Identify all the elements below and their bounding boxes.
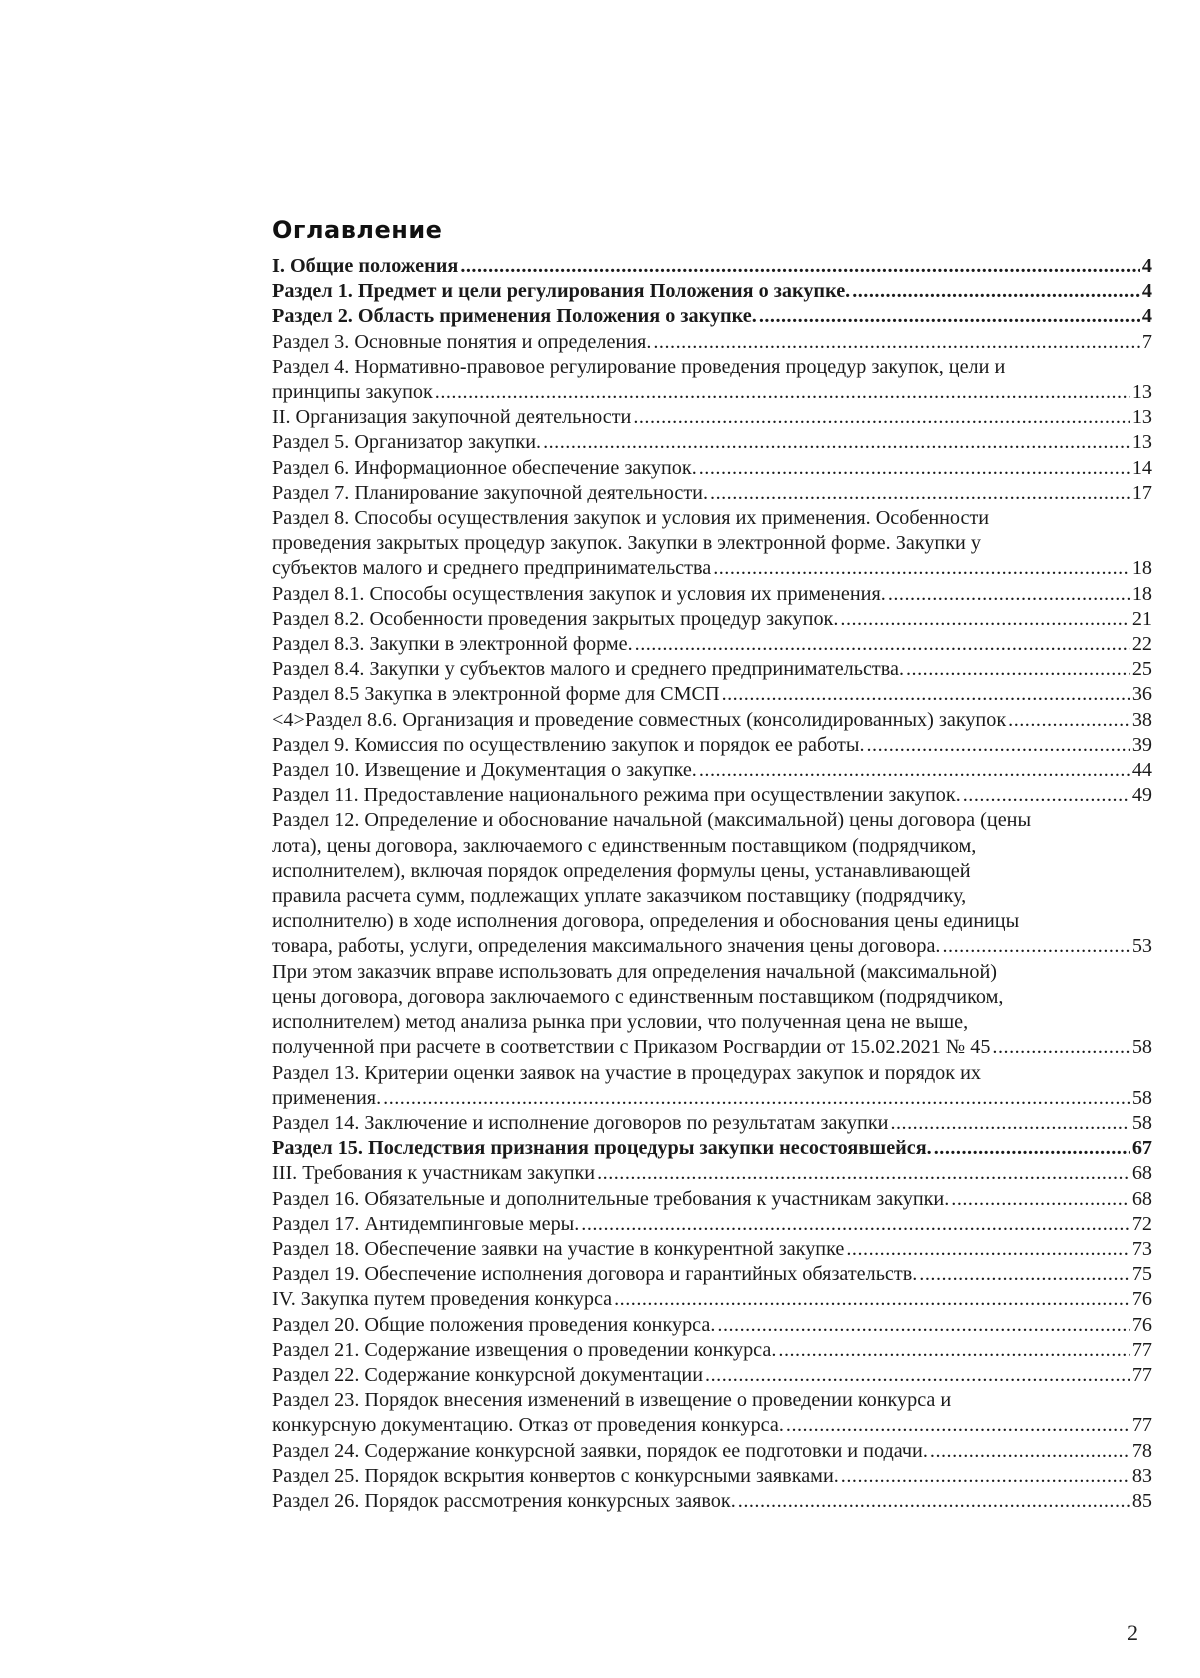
toc-entry-page-number: 58: [1131, 1111, 1152, 1134]
dot-leader: [738, 1489, 1130, 1514]
toc-entry-title: Раздел 15. Последствия признания процедуры закупки несостоявшейся.: [272, 1137, 932, 1160]
toc-entry-page-number: 18: [1131, 582, 1152, 605]
toc-entry[interactable]: [272, 1313, 1152, 1338]
toc-entry[interactable]: [272, 607, 1152, 632]
toc-entry[interactable]: [272, 355, 1152, 405]
toc-entry[interactable]: [272, 1111, 1152, 1136]
toc-entry-title: Раздел 24. Содержание конкурсной заявки, порядок ее подготовки и подачи.: [272, 1439, 928, 1462]
toc-entry[interactable]: [272, 1363, 1152, 1388]
toc-entry-text-line: исполнителем), включая порядок определения формулы цены, устанавливающей: [272, 859, 971, 882]
dot-leader: [992, 1035, 1129, 1060]
toc-entry[interactable]: [272, 1161, 1152, 1186]
toc-entry-page-number: 13: [1131, 406, 1152, 429]
toc-entry-title: Раздел 5. Организатор закупки.: [272, 431, 542, 454]
toc-entry-page-number: 53: [1131, 935, 1152, 958]
toc-entry-title: <4>Раздел 8.6. Организация и проведение совместных (консолидированных) закупок: [272, 708, 1007, 731]
toc-entry-page-number: 75: [1131, 1263, 1152, 1286]
toc-entry-title: конкурсную документацию. Отказ от проведения конкурса.: [272, 1414, 784, 1437]
toc-entry-page-number: 49: [1131, 784, 1152, 807]
dot-leader: [906, 657, 1130, 682]
toc-entry-text-line: Раздел 12. Определение и обоснование начальной (максимальной) цены договора (цены: [272, 809, 1032, 832]
toc-entry-page-number: 77: [1131, 1338, 1152, 1361]
toc-entry-title: Раздел 8.3. Закупки в электронной форме.: [272, 633, 633, 656]
toc-entry-page-number: 58: [1131, 1036, 1152, 1059]
dot-leader: [930, 1439, 1130, 1464]
toc-entry-page-number: 72: [1131, 1212, 1152, 1235]
dot-leader: [699, 456, 1130, 481]
toc-entry-page-number: 76: [1131, 1288, 1152, 1311]
dot-leader: [653, 330, 1140, 355]
dot-leader: [919, 1262, 1130, 1287]
toc-entry-text-line: лота), цены договора, заключаемого с единственным поставщиком (подрядчиком,: [272, 834, 977, 857]
toc-entry-text-line: Раздел 8. Способы осуществления закупок и условия их применения. Особенности: [272, 507, 990, 530]
dot-leader: [713, 556, 1130, 581]
dot-leader: [543, 430, 1130, 455]
toc-entry-title: принципы закупок: [272, 381, 433, 404]
toc-entry-page-number: 13: [1131, 431, 1152, 454]
toc-entry-page-number: 17: [1131, 481, 1152, 504]
toc-entry-page-number: 78: [1131, 1439, 1152, 1462]
toc-entry-page-number: 44: [1131, 759, 1152, 782]
toc-entry-title: Раздел 17. Антидемпинговые меры.: [272, 1212, 580, 1235]
toc-entry[interactable]: [272, 430, 1152, 455]
toc-entry-title: Раздел 10. Извещение и Документация о закупке.: [272, 759, 697, 782]
toc-entry-title: субъектов малого и среднего предпринимательства: [272, 557, 712, 580]
toc-entry[interactable]: [272, 1338, 1152, 1363]
dot-leader: [841, 1464, 1130, 1489]
dot-leader: [460, 254, 1140, 279]
toc-entry-title: Раздел 9. Комиссия по осуществлению закупок и порядок ее работы.: [272, 733, 865, 756]
toc-entry-page-number: 21: [1131, 607, 1152, 630]
toc-title: Оглавление: [272, 216, 443, 244]
toc-entry[interactable]: [272, 1237, 1152, 1262]
toc-entry-title: Раздел 3. Основные понятия и определения.: [272, 330, 652, 353]
toc-entry[interactable]: [272, 708, 1152, 733]
dot-leader: [951, 1187, 1130, 1212]
toc-entry[interactable]: [272, 279, 1152, 304]
toc-entry[interactable]: [272, 1388, 1152, 1438]
toc-entry-title: Раздел 22. Содержание конкурсной документации: [272, 1363, 704, 1386]
toc-entry-page-number: 25: [1131, 658, 1152, 681]
toc-entry[interactable]: [272, 330, 1152, 355]
toc-entry-page-number: 68: [1131, 1187, 1152, 1210]
toc-entry-title: Раздел 7. Планирование закупочной деятельности.: [272, 481, 709, 504]
dot-leader: [890, 1111, 1129, 1136]
dot-leader: [633, 405, 1129, 430]
toc-entry[interactable]: [272, 1187, 1152, 1212]
dot-leader: [759, 304, 1140, 329]
dot-leader: [846, 1237, 1129, 1262]
toc-entry-page-number: 38: [1131, 708, 1152, 731]
toc-entry-title: Раздел 16. Обязательные и дополнительные требования к участникам закупки.: [272, 1187, 950, 1210]
toc-entry[interactable]: [272, 1287, 1152, 1312]
toc-entry-title: Раздел 2. Область применения Положения о закупке.: [272, 305, 757, 328]
toc-entry[interactable]: [272, 254, 1152, 279]
toc-entry-page-number: 13: [1131, 381, 1152, 404]
toc-entry-title: Раздел 8.1. Способы осуществления закупок и условия их применения.: [272, 582, 886, 605]
toc-entry[interactable]: [272, 304, 1152, 329]
dot-leader: [934, 1136, 1130, 1161]
dot-leader: [867, 733, 1130, 758]
dot-leader: [597, 1161, 1130, 1186]
toc-entry-text-line: Раздел 4. Нормативно-правовое регулирование проведения процедур закупок, цели и: [272, 355, 1006, 378]
toc-entry[interactable]: [272, 1464, 1152, 1489]
toc-entry-title: Раздел 25. Порядок вскрытия конвертов с конкурсными заявками.: [272, 1464, 839, 1487]
dot-leader: [963, 783, 1130, 808]
toc-entry[interactable]: [272, 582, 1152, 607]
toc-entry-page-number: 58: [1131, 1086, 1152, 1109]
toc-entry[interactable]: [272, 960, 1152, 1061]
toc-entry-title: Раздел 8.2. Особенности проведения закрытых процедур закупок.: [272, 607, 839, 630]
dot-leader: [1008, 708, 1130, 733]
toc-entry-text-line: исполнителем) метод анализа рынка при условии, что полученная цена не выше,: [272, 1011, 969, 1034]
toc-entry-title: товара, работы, услуги, определения максимального значения цены договора.: [272, 935, 941, 958]
page-number: 2: [1127, 1620, 1138, 1645]
toc-entry[interactable]: [272, 682, 1152, 707]
toc-entry[interactable]: [272, 632, 1152, 657]
toc-entry-page-number: 7: [1141, 330, 1152, 353]
toc-entry[interactable]: [272, 506, 1152, 582]
toc-entry[interactable]: [272, 1212, 1152, 1237]
dot-leader: [778, 1338, 1129, 1363]
toc-entry-page-number: 4: [1141, 305, 1152, 328]
toc-entry-page-number: 85: [1131, 1489, 1152, 1512]
toc-entry[interactable]: [272, 1136, 1152, 1161]
toc-entry-title: Раздел 21. Содержание извещения о проведении конкурса.: [272, 1338, 777, 1361]
toc-entry-title: полученной при расчете в соответствии с Приказом Росгвардии от 15.02.2021 № 45: [272, 1036, 991, 1059]
toc-entry[interactable]: [272, 733, 1152, 758]
toc-entry[interactable]: [272, 657, 1152, 682]
toc-entry-title: применения.: [272, 1086, 382, 1109]
toc-entry-text-line: правила расчета сумм, подлежащих уплате заказчиком поставщику (подрядчику,: [272, 885, 967, 908]
toc-entry-text-line: исполнителю) в ходе исполнения договора, определения и обоснования цены единицы: [272, 910, 1020, 933]
toc-entry-text-line: цены договора, договора заключаемого с единственным поставщиком (подрядчиком,: [272, 985, 1004, 1008]
toc-entry-page-number: 83: [1131, 1464, 1152, 1487]
toc-entry-title: Раздел 8.4. Закупки у субъектов малого и среднего предпринимательства.: [272, 658, 904, 681]
toc-entry-title: Раздел 18. Обеспечение заявки на участие в конкурентной закупке: [272, 1237, 845, 1260]
dot-leader: [614, 1287, 1130, 1312]
toc-entry-title: Раздел 11. Предоставление национального режима при осуществлении закупок.: [272, 784, 961, 807]
toc-entry-page-number: 4: [1141, 255, 1152, 277]
toc-entry[interactable]: [272, 1489, 1152, 1514]
toc-entry[interactable]: [272, 405, 1152, 430]
dot-leader: [786, 1413, 1130, 1438]
toc-entry-text-line: При этом заказчик вправе использовать для определения начальной (максимальной): [272, 960, 997, 983]
toc-entry-title: Раздел 14. Заключение и исполнение договоров по результатам закупки: [272, 1111, 889, 1134]
toc-entry-page-number: 14: [1131, 456, 1152, 479]
toc-entry-title: Раздел 26. Порядок рассмотрения конкурсных заявок.: [272, 1489, 736, 1512]
toc-entry-title: Раздел 19. Обеспечение исполнения договора и гарантийных обязательств.: [272, 1263, 918, 1286]
dot-leader: [635, 632, 1130, 657]
toc-entry[interactable]: [272, 783, 1152, 808]
toc-entry[interactable]: [272, 808, 1152, 959]
toc-entry-text-line: Раздел 23. Порядок внесения изменений в извещение о проведении конкурса и: [272, 1389, 952, 1412]
toc-entry[interactable]: [272, 456, 1152, 481]
toc-entry-title: III. Требования к участникам закупки: [272, 1162, 596, 1185]
toc-entry-title: IV. Закупка путем проведения конкурса: [272, 1288, 613, 1311]
table-of-contents: [272, 254, 1152, 1514]
toc-entry-page-number: 39: [1131, 733, 1152, 756]
toc-entry-title: Раздел 8.5 Закупка в электронной форме для СМСП: [272, 683, 720, 706]
toc-entry-page-number: 73: [1131, 1237, 1152, 1260]
dot-leader: [717, 1313, 1129, 1338]
toc-entry-title: Раздел 6. Информационное обеспечение закупок.: [272, 456, 697, 479]
dot-leader: [581, 1212, 1130, 1237]
toc-entry-page-number: 77: [1131, 1414, 1152, 1437]
dot-leader: [840, 607, 1129, 632]
dot-leader: [705, 1363, 1130, 1388]
toc-entry-page-number: 67: [1131, 1137, 1152, 1160]
dot-leader: [710, 481, 1130, 506]
toc-entry-text-line: проведения закрытых процедур закупок. Закупки в электронной форме. Закупки у: [272, 532, 981, 555]
toc-entry-page-number: 4: [1141, 280, 1152, 303]
toc-entry[interactable]: [272, 1439, 1152, 1464]
toc-entry-page-number: 76: [1131, 1313, 1152, 1336]
toc-entry-title: I. Общие положения: [272, 255, 459, 277]
toc-entry-page-number: 18: [1131, 557, 1152, 580]
toc-entry-title: Раздел 20. Общие положения проведения конкурса.: [272, 1313, 716, 1336]
dot-leader: [942, 934, 1129, 959]
dot-leader: [722, 682, 1130, 707]
toc-entry-title: Раздел 1. Предмет и цели регулирования Положения о закупке.: [272, 280, 851, 303]
toc-entry[interactable]: [272, 1061, 1152, 1111]
dot-leader: [435, 380, 1130, 405]
dot-leader: [852, 279, 1140, 304]
toc-entry-text-line: Раздел 13. Критерии оценки заявок на участие в процедурах закупок и порядок их: [272, 1061, 981, 1084]
toc-entry-page-number: 68: [1131, 1162, 1152, 1185]
dot-leader: [383, 1086, 1130, 1111]
dot-leader: [699, 758, 1130, 783]
toc-entry[interactable]: [272, 481, 1152, 506]
toc-entry-page-number: 77: [1131, 1363, 1152, 1386]
toc-entry-title: II. Организация закупочной деятельности: [272, 406, 632, 429]
dot-leader: [888, 582, 1130, 607]
toc-entry[interactable]: [272, 1262, 1152, 1287]
toc-entry[interactable]: [272, 758, 1152, 783]
toc-entry-page-number: 36: [1131, 683, 1152, 706]
toc-entry-page-number: 22: [1131, 633, 1152, 656]
